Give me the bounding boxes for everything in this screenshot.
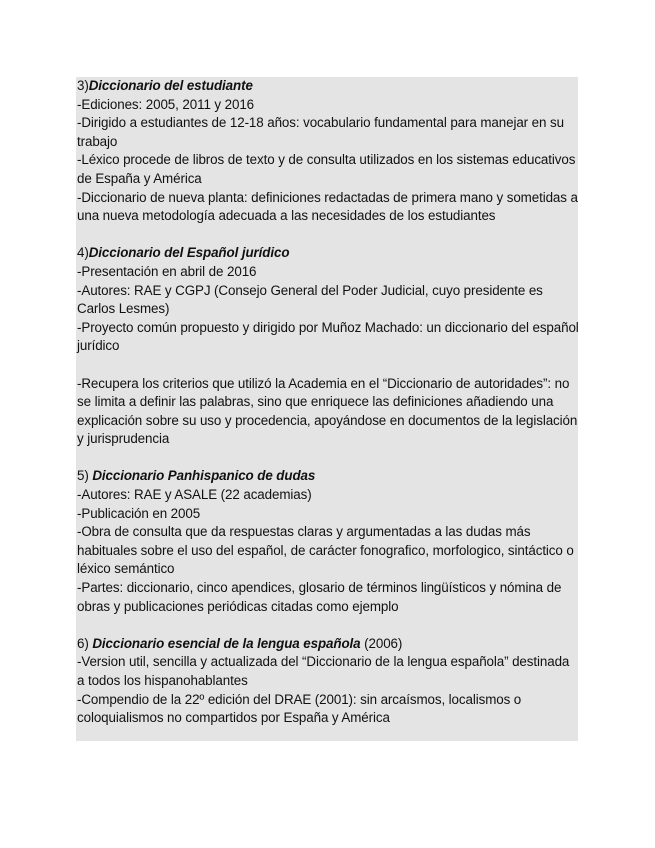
section-line: -Presentación en abril de 2016 xyxy=(77,263,257,279)
section-number: 4) xyxy=(77,245,89,261)
section-line: -Recupera los criterios que utilizó la Academia en el “Diccionario de autoridades”: no se limita a definir las palabras, sino que enriquece las definiciones añadiendo una explicación sobre su uso y procedencia, apoyándose en documentos de la legislación y jurisprudencia xyxy=(77,375,578,447)
section-heading xyxy=(77,467,579,486)
section-title: Diccionario esencial de la lengua española xyxy=(92,635,361,651)
paragraph-gap xyxy=(77,449,579,468)
paragraph-gap xyxy=(77,356,579,375)
section-diccionario-espanol-juridico xyxy=(77,244,579,449)
paragraph-gap xyxy=(77,226,579,245)
section-heading xyxy=(77,635,579,654)
section-number: 3) xyxy=(77,78,89,93)
paragraph-gap xyxy=(77,616,579,635)
section-title-suffix: (2006) xyxy=(360,635,403,651)
section-diccionario-estudiante xyxy=(77,77,579,226)
section-title: Diccionario del estudiante xyxy=(88,78,253,93)
document-content xyxy=(77,77,579,728)
section-line: -Léxico procede de libros de texto y de consulta utilizados en los sistemas educativos de España y América xyxy=(77,152,576,186)
section-line: -Compendio de la 22º edición del DRAE (2001): sin arcaísmos, localismos o coloquialismos no compartidos por España y América xyxy=(77,691,522,726)
section-number: 5) xyxy=(77,468,93,484)
section-line: -Partes: diccionario, cinco apendices, glosario de términos lingüísticos y nómina de obras y publicaciones periódicas citadas como ejemplo xyxy=(77,580,562,614)
section-title: Diccionario Panhispanico de dudas xyxy=(92,468,316,484)
section-line: -Proyecto común propuesto y dirigido por Muñoz Machado: un diccionario del español jurídico xyxy=(77,319,579,354)
section-line: -Publicación en 2005 xyxy=(77,505,201,521)
section-line: -Ediciones: 2005, 2011 y 2016 xyxy=(77,96,255,112)
section-title: Diccionario del Español jurídico xyxy=(88,245,290,261)
section-line: -Autores: RAE y ASALE (22 academias) xyxy=(77,487,312,503)
section-line: -Version util, sencilla y actualizada del “Diccionario de la lengua española” destinada a todos los hispanohablantes xyxy=(77,654,570,688)
section-number: 6) xyxy=(77,635,93,651)
section-heading xyxy=(77,244,579,263)
section-line: -Dirigido a estudiantes de 12-18 años: vocabulario fundamental para manejar en su trabajo xyxy=(77,115,564,149)
section-diccionario-panhispanico xyxy=(77,467,579,616)
section-diccionario-esencial xyxy=(77,635,579,728)
section-line: -Autores: RAE y CGPJ (Consejo General del Poder Judicial, cuyo presidente es Carlos Lesmes) xyxy=(77,282,543,317)
section-line: -Obra de consulta que da respuestas claras y argumentadas a las dudas más habituales sobre el uso del español, de carácter fonografico, morfologico, sintáctico o léxico semántico xyxy=(77,524,574,577)
section-heading xyxy=(77,77,579,96)
section-line: -Diccionario de nueva planta: definiciones redactadas de primera mano y sometidas a una nueva metodología adecuada a las necesidades de los estudiantes xyxy=(77,189,578,224)
